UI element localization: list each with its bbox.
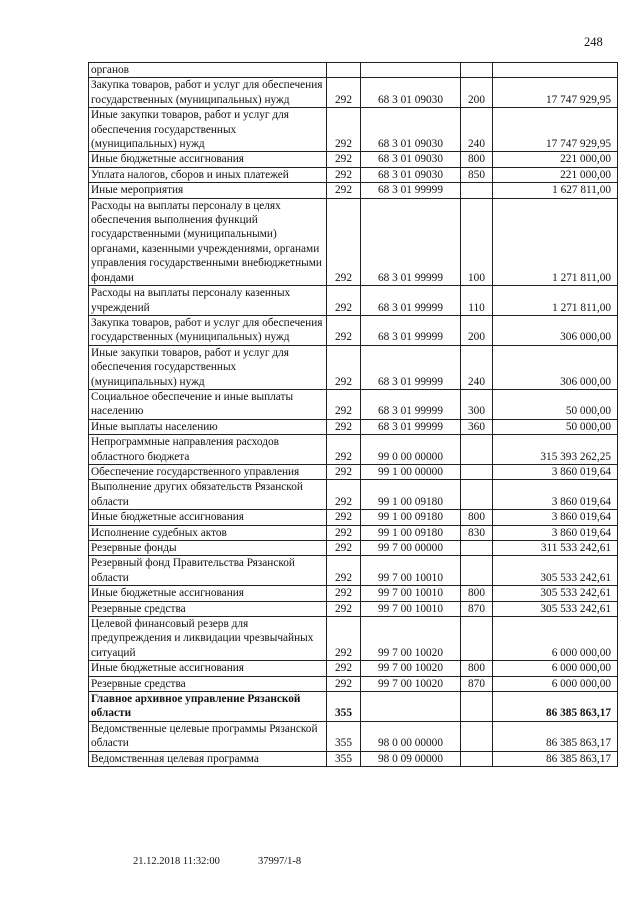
row-amount-cell: 306 000,00 [493,345,618,389]
row-amount-cell: 3 860 019,64 [493,464,618,479]
table-row [89,345,618,389]
row-department-code-cell: 292 [327,167,361,182]
row-amount-cell: 305 533 242,61 [493,601,618,616]
row-name-cell: Расходы на выплаты персоналу в целях обеспечения выполнения функций государственными (муниципальными) органами, казенными учреждениями, органами управления государственными внебюджетными фондами [89,198,327,285]
row-amount-cell: 305 533 242,61 [493,556,618,586]
row-name-cell: Ведомственная целевая программа [89,751,327,766]
row-amount-cell: 50 000,00 [493,389,618,419]
row-target-article-cell: 68 3 01 09030 [361,78,461,108]
row-department-code-cell: 292 [327,525,361,540]
row-department-code-cell: 292 [327,464,361,479]
row-target-article-cell: 98 0 09 00000 [361,751,461,766]
row-expense-type-cell [461,617,493,661]
row-department-code-cell: 292 [327,617,361,661]
row-expense-type-cell: 830 [461,525,493,540]
row-target-article-cell: 99 7 00 10020 [361,617,461,661]
row-amount-cell: 315 393 262,25 [493,435,618,465]
row-expense-type-cell [461,751,493,766]
row-target-article-cell [361,692,461,722]
table-row [89,167,618,182]
row-amount-cell: 6 000 000,00 [493,676,618,691]
row-amount-cell: 17 747 929,95 [493,78,618,108]
row-expense-type-cell: 850 [461,167,493,182]
table-row [89,480,618,510]
table-row [89,78,618,108]
row-department-code-cell: 355 [327,692,361,722]
row-name-cell: Обеспечение государственного управления [89,464,327,479]
row-department-code-cell: 292 [327,661,361,676]
table-row [89,692,618,722]
row-target-article-cell: 68 3 01 99999 [361,389,461,419]
table-row [89,751,618,766]
row-target-article-cell [361,63,461,78]
table-row [89,152,618,167]
row-department-code-cell: 292 [327,556,361,586]
row-name-cell: Резервные средства [89,676,327,691]
row-department-code-cell: 292 [327,510,361,525]
row-expense-type-cell: 200 [461,315,493,345]
row-department-code-cell: 292 [327,78,361,108]
row-name-cell: Иные бюджетные ассигнования [89,152,327,167]
row-amount-cell: 1 271 811,00 [493,198,618,285]
table-row [89,525,618,540]
row-department-code-cell: 292 [327,286,361,316]
row-expense-type-cell [461,464,493,479]
row-department-code-cell [327,63,361,78]
table-row [89,556,618,586]
row-amount-cell: 1 627 811,00 [493,183,618,198]
row-target-article-cell: 99 7 00 10010 [361,556,461,586]
row-name-cell: Иные бюджетные ассигнования [89,510,327,525]
row-target-article-cell: 99 1 00 09180 [361,480,461,510]
table-row [89,198,618,285]
row-amount-cell: 3 860 019,64 [493,525,618,540]
row-name-cell: органов [89,63,327,78]
row-target-article-cell: 99 1 00 09180 [361,525,461,540]
table-row [89,435,618,465]
row-department-code-cell: 292 [327,480,361,510]
row-department-code-cell: 292 [327,183,361,198]
row-name-cell: Расходы на выплаты персоналу казенных учреждений [89,286,327,316]
row-target-article-cell: 99 1 00 00000 [361,464,461,479]
row-expense-type-cell [461,541,493,556]
row-target-article-cell: 99 7 00 00000 [361,541,461,556]
row-amount-cell: 86 385 863,17 [493,751,618,766]
table-row [89,721,618,751]
row-name-cell: Иные выплаты населению [89,419,327,434]
row-name-cell: Уплата налогов, сборов и иных платежей [89,167,327,182]
row-department-code-cell: 292 [327,601,361,616]
row-name-cell: Резервный фонд Правительства Рязанской области [89,556,327,586]
row-expense-type-cell: 800 [461,661,493,676]
row-department-code-cell: 292 [327,152,361,167]
row-target-article-cell: 99 0 00 00000 [361,435,461,465]
row-amount-cell: 221 000,00 [493,152,618,167]
row-department-code-cell: 292 [327,541,361,556]
row-expense-type-cell [461,721,493,751]
table-row [89,617,618,661]
row-target-article-cell: 68 3 01 09030 [361,167,461,182]
row-amount-cell: 3 860 019,64 [493,510,618,525]
row-department-code-cell: 292 [327,108,361,152]
table-row [89,676,618,691]
row-department-code-cell: 292 [327,198,361,285]
page-number: 248 [584,35,603,49]
row-amount-cell: 221 000,00 [493,167,618,182]
table-row [89,183,618,198]
row-name-cell: Главное архивное управление Рязанской области [89,692,327,722]
row-department-code-cell: 292 [327,345,361,389]
budget-table-body [89,63,618,767]
table-row [89,315,618,345]
row-amount-cell: 1 271 811,00 [493,286,618,316]
row-department-code-cell: 355 [327,721,361,751]
table-row [89,108,618,152]
row-name-cell: Закупка товаров, работ и услуг для обеспечения государственных (муниципальных) нужд [89,78,327,108]
row-expense-type-cell [461,63,493,78]
row-name-cell: Закупка товаров, работ и услуг для обеспечения государственных (муниципальных) нужд [89,315,327,345]
row-department-code-cell: 292 [327,315,361,345]
row-department-code-cell: 292 [327,586,361,601]
row-name-cell: Непрограммные направления расходов областного бюджета [89,435,327,465]
row-expense-type-cell [461,556,493,586]
row-name-cell: Иные закупки товаров, работ и услуг для обеспечения государственных (муниципальных) нужд [89,108,327,152]
row-expense-type-cell: 360 [461,419,493,434]
row-name-cell: Целевой финансовый резерв для предупреждения и ликвидации чрезвычайных ситуаций [89,617,327,661]
table-row [89,286,618,316]
row-amount-cell: 86 385 863,17 [493,692,618,722]
row-name-cell: Выполнение других обязательств Рязанской области [89,480,327,510]
row-expense-type-cell: 800 [461,586,493,601]
row-target-article-cell: 68 3 01 99999 [361,419,461,434]
table-row [89,586,618,601]
row-expense-type-cell: 800 [461,510,493,525]
row-name-cell: Исполнение судебных актов [89,525,327,540]
row-target-article-cell: 68 3 01 99999 [361,198,461,285]
row-department-code-cell: 292 [327,419,361,434]
row-target-article-cell: 98 0 00 00000 [361,721,461,751]
row-target-article-cell: 99 1 00 09180 [361,510,461,525]
row-amount-cell: 306 000,00 [493,315,618,345]
row-name-cell: Резервные фонды [89,541,327,556]
budget-table [88,62,618,767]
row-amount-cell: 17 747 929,95 [493,108,618,152]
row-expense-type-cell: 300 [461,389,493,419]
table-row [89,510,618,525]
row-amount-cell: 311 533 242,61 [493,541,618,556]
row-target-article-cell: 68 3 01 09030 [361,152,461,167]
row-target-article-cell: 68 3 01 99999 [361,286,461,316]
table-row [89,541,618,556]
row-expense-type-cell [461,480,493,510]
table-row [89,601,618,616]
row-name-cell: Резервные средства [89,601,327,616]
row-target-article-cell: 99 7 00 10020 [361,661,461,676]
table-row [89,63,618,78]
row-expense-type-cell: 240 [461,345,493,389]
row-name-cell: Иные бюджетные ассигнования [89,661,327,676]
row-department-code-cell: 292 [327,676,361,691]
row-amount-cell: 50 000,00 [493,419,618,434]
row-expense-type-cell: 870 [461,601,493,616]
row-name-cell: Ведомственные целевые программы Рязанской области [89,721,327,751]
row-expense-type-cell: 800 [461,152,493,167]
row-expense-type-cell: 870 [461,676,493,691]
table-row [89,389,618,419]
row-department-code-cell: 355 [327,751,361,766]
row-expense-type-cell: 100 [461,198,493,285]
footer-timestamp: 21.12.2018 11:32:00 [133,856,220,867]
row-amount-cell [493,63,618,78]
row-expense-type-cell [461,692,493,722]
row-target-article-cell: 99 7 00 10010 [361,586,461,601]
row-department-code-cell: 292 [327,389,361,419]
row-target-article-cell: 99 7 00 10020 [361,676,461,691]
row-expense-type-cell: 200 [461,78,493,108]
table-row [89,464,618,479]
row-amount-cell: 305 533 242,61 [493,586,618,601]
row-amount-cell: 86 385 863,17 [493,721,618,751]
row-target-article-cell: 68 3 01 99999 [361,183,461,198]
footer-document-code: 37997/1-8 [258,856,302,867]
table-row [89,419,618,434]
row-name-cell: Иные бюджетные ассигнования [89,586,327,601]
row-amount-cell: 6 000 000,00 [493,661,618,676]
row-expense-type-cell [461,435,493,465]
row-amount-cell: 6 000 000,00 [493,617,618,661]
row-expense-type-cell: 110 [461,286,493,316]
row-name-cell: Социальное обеспечение и иные выплаты населению [89,389,327,419]
row-expense-type-cell: 240 [461,108,493,152]
table-row [89,661,618,676]
row-department-code-cell: 292 [327,435,361,465]
row-amount-cell: 3 860 019,64 [493,480,618,510]
row-name-cell: Иные мероприятия [89,183,327,198]
row-expense-type-cell [461,183,493,198]
row-target-article-cell: 68 3 01 09030 [361,108,461,152]
row-name-cell: Иные закупки товаров, работ и услуг для обеспечения государственных (муниципальных) нужд [89,345,327,389]
row-target-article-cell: 68 3 01 99999 [361,315,461,345]
row-target-article-cell: 99 7 00 10010 [361,601,461,616]
row-target-article-cell: 68 3 01 99999 [361,345,461,389]
